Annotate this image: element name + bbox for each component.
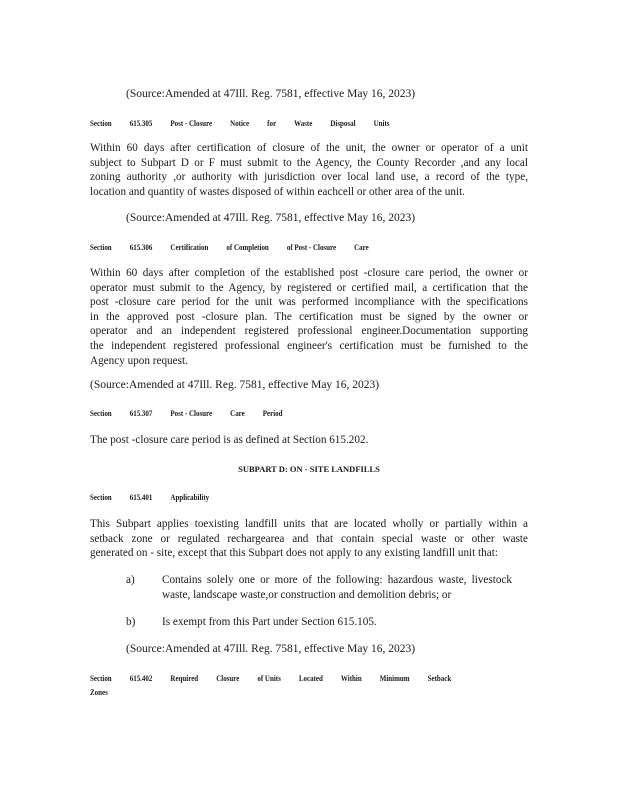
heading-word: Zones [90,687,108,697]
heading-word: Section [90,492,112,502]
text-line: operator and an independent registered professional engineer.Documentation supporting [90,325,528,338]
section-heading-615-401 [90,492,449,502]
source-note: (Source:Amended at 47Ill. Reg. 7581, effective May 16, 2023) [90,379,380,391]
heading-word: Closure [216,673,240,683]
heading-word: Section [90,242,112,252]
heading-word: Within [340,673,362,683]
source-note: (Source:Amended at 47Ill. Reg. 7581, effective May 16, 2023) [126,643,416,655]
heading-word: Notice [230,118,250,128]
text-line: Contains solely one or more of the following: hazardous waste, livestock [162,574,512,586]
paragraph-615-306 [90,266,528,368]
heading-word: of Completion [226,242,269,252]
source-note: (Source:Amended at 47Ill. Reg. 7581, effective May 16, 2023) [126,212,416,224]
text-line: location and quantity of wastes disposed of within eachcell or other area of the unit. [90,185,465,198]
item-label: b) [126,616,136,628]
heading-word: of Units [257,673,281,683]
heading-word: Located [298,673,323,683]
text-line: This Subpart applies toexisting landfill units that are located wholly or partially within a [90,518,528,530]
heading-word: Post - Closure [170,408,213,418]
heading-word: for [267,118,277,128]
heading-word: 615.306 [129,242,153,252]
text-line: operator must submit to the Agency, by registered or certified mail, a certification that the [90,281,528,294]
text-line: Agency upon request. [90,354,188,367]
text-line: generated on - site, except that this Subpart does not apply to any existing landfill unit that: [90,547,498,560]
subpart-heading: SUBPART D: ON - SITE LANDFILLS [238,464,380,474]
heading-word: Care [230,408,245,418]
heading-word: 615.307 [129,408,153,418]
paragraph-615-307 [90,433,528,448]
heading-word: Section [90,673,112,683]
text-line: The post -closure care period is as defined at Section 615.202. [90,434,369,446]
text-line: in the approved post -closure plan. The certification must be signed by the owner or [90,310,528,323]
heading-word: Section [90,408,112,418]
section-heading-615-306 [90,242,449,252]
paragraph-615-305 [90,141,528,199]
text-line: Within 60 days after certification of closure of the unit, the owner or operator of a unit [90,142,528,154]
heading-word: Care [354,242,369,252]
section-heading-615-305 [90,118,449,128]
heading-word: Required [170,673,199,683]
heading-word: Disposal [330,118,356,128]
heading-word: Units [373,118,390,128]
heading-word: 615.402 [129,673,153,683]
heading-word: Certification [170,242,209,252]
section-heading-615-402-cont [90,687,449,697]
paragraph-615-401 [90,517,528,561]
text-line: subject to Subpart D or F must submit to the Agency, the County Recorder ,and any local [90,156,528,169]
text-line: waste, landscape waste,or construction and demolition debris; or [162,588,452,601]
text-line: the independent registered professional engineer's certification must be furnished to the [90,339,528,352]
item-label: a) [126,574,135,586]
text-line: setback zone or regulated rechargearea and that contain special waste or other waste [90,532,528,545]
section-heading-615-402 [90,673,452,683]
heading-word: Applicability [170,492,210,502]
heading-word: Waste [294,118,313,128]
text-line: zoning authority ,or authority with jurisdiction over local land use, a record of the type, [90,171,528,184]
heading-word: Period [262,408,283,418]
heading-word: Section [90,118,112,128]
text-line: post -closure care period for the unit was performed incompliance with the specifications [90,296,528,309]
section-heading-615-307 [90,408,449,418]
heading-word: Minimum [379,673,410,683]
text-line: Within 60 days after completion of the established post -closure care period, the owner or [90,267,528,279]
heading-word: of Post - Closure [286,242,337,252]
heading-word: Post - Closure [170,118,213,128]
source-note: (Source:Amended at 47Ill. Reg. 7581, effective May 16, 2023) [126,88,416,100]
heading-word: Setback [427,673,452,683]
text-line: Is exempt from this Part under Section 615.105. [162,616,377,628]
heading-word: 615.401 [129,492,153,502]
heading-word: 615.305 [129,118,153,128]
